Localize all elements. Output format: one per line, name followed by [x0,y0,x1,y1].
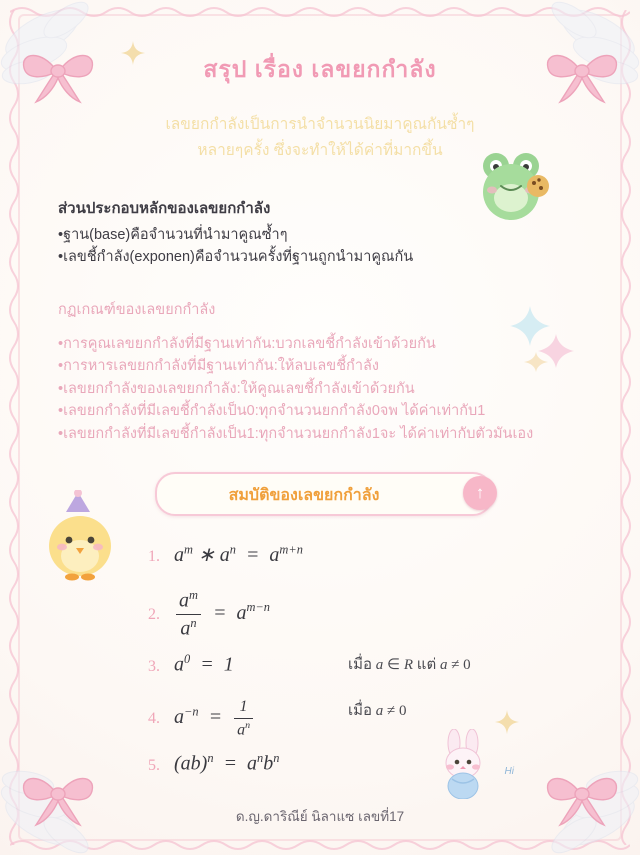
formula-list [148,542,588,797]
author-footer: ด.ญ.ดาริณีย์ นิลาแซ เลขที่17 [235,809,405,824]
formula-number: 2. [148,605,160,623]
subtitle-line: เลขยกกำลังเป็นการนำจำนวนนิยมาคูณกันซ้ำๆ [165,116,475,133]
section-heading: ส่วนประกอบหลักของเลขยกกำลัง [58,200,271,217]
bullet-item: •เลขยกกำลังที่มีเลขชี้กำลังเป็น1:ทุกจำนวนยกกำลัง1จะ ได้ค่าเท่ากับตัวมันเอง [58,425,534,442]
page-title: สรุป เรื่อง เลขยกกำลัง [203,56,437,82]
formula-number: 3. [148,657,160,675]
bullet-item: •การคูณเลขยกกำลังที่มีฐานเท่ากัน:บวกเลขชี้กำลังเข้าด้วยกัน [58,336,436,352]
formula-expression: $\frac{a^m}{a^n}$ = $a^{m-n}$ [174,588,270,640]
section-heading: กฏเกณฑ์ของเลขยกกำลัง [58,302,216,318]
formula-row [148,652,588,686]
formula-row [148,588,588,640]
formula-number: 1. [148,548,160,565]
bullet-item: •เลขยกกำลังที่มีเลขชี้กำลังเป็น0:ทุกจำนวนยกกำลัง0จพ ได้ค่าเท่ากับ1 [58,403,486,420]
formula-row [148,542,588,576]
rules-section [58,298,600,445]
bullet-item: •ฐาน(base)คือจำนวนที่นำมาคูณซ้ำๆ [58,227,288,243]
bullet-item: •การหารเลขยกกำลังที่มีฐานเท่ากัน:ให้ลบเลขชี้กำลัง [58,358,379,375]
formula-expression: $a^m$ ∗ $a^n = a^{m+n}$ [174,542,303,566]
property-banner [155,472,493,516]
bullet-item: •เลขยกกำลังของเลขยกกำลัง:ให้คูณเลขชี้กำลังเข้าด้วยกัน [58,380,415,397]
formula-number: 4. [148,710,160,728]
subtitle-line: หลายๆครั้ง ซึ่งจะทำให้ได้ค่าที่มากขึ้น [197,141,443,159]
formula-expression: $(ab)^n = a^nb^n$ [174,751,280,776]
formula-row [148,698,588,739]
formula-expression: $a^{-n}$ = $\frac{1}{a^n}$ [174,698,255,739]
up-arrow-icon: ↑ [463,476,497,510]
formula-condition: เมื่อ a ∈ R แต่ a ≠ 0 [348,657,471,674]
bullet-item: •เลขชี้กำลัง(exponen)คือจำนวนครั้งที่ฐานถูกนำมาคูณกัน [58,249,414,266]
formula-expression: $a^0 = 1$ [174,652,234,676]
page-subtitle [0,112,640,163]
hi-label: Hi [504,766,514,777]
main-components-section [58,196,600,269]
formula-condition: เมื่อ a ≠ 0 [348,703,407,720]
formula-row [148,751,588,785]
formula-number: 5. [148,757,160,775]
property-banner-label: สมบัติของเลขยกกำลัง [228,487,380,504]
